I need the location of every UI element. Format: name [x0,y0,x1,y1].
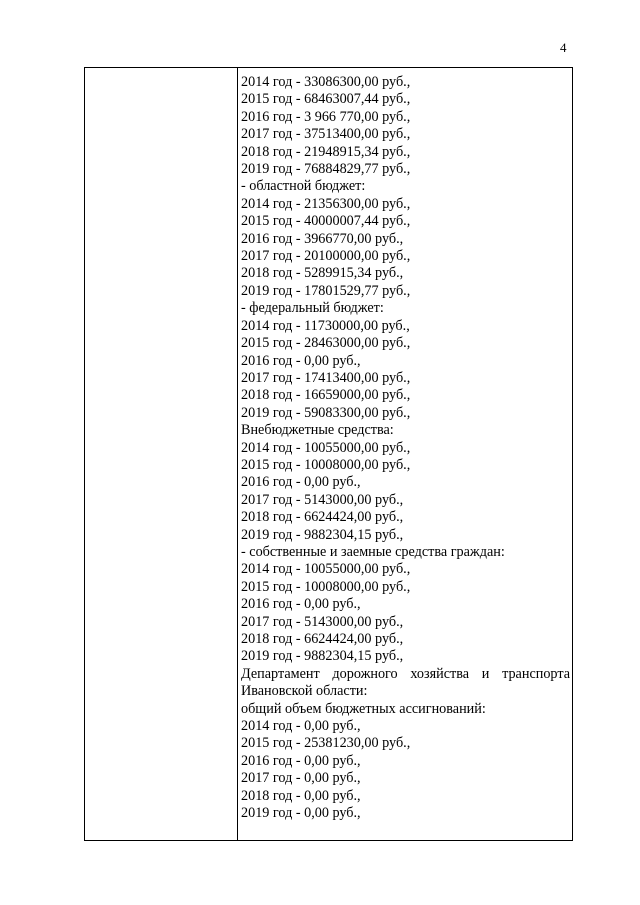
text-line: 2014 год - 33086300,00 руб., [241,74,411,90]
text-line: Ивановской области: [241,683,368,700]
text-line: 2015 год - 68463007,44 руб., [241,91,411,108]
text-line: 2017 год - 0,00 руб., [241,770,361,787]
text-line: 2015 год - 40000007,44 руб., [241,213,411,230]
page-number: 4 [560,40,567,55]
text-line: 2019 год - 17801529,77 руб., [241,282,411,299]
text-line: - областной бюджет: [241,178,366,195]
text-line: Внебюджетные средства: [241,422,394,439]
column-divider [237,68,238,840]
text-line: 2014 год - 0,00 руб., [241,718,361,735]
text-line: 2016 год - 0,00 руб., [241,596,361,613]
text-line: 2018 год - 6624424,00 руб., [241,631,404,647]
text-line: 2017 год - 17413400,00 руб., [241,369,411,386]
text-line: 2016 год - 0,00 руб., [241,474,361,491]
funding-cell [241,74,570,822]
text-line: общий объем бюджетных ассигнований: [241,700,486,717]
text-line: Департамент дорожного хозяйства и транспорта [241,665,570,682]
text-line: 2018 год - 21948915,34 руб., [241,143,411,160]
text-line: 2017 год - 5143000,00 руб., [241,491,404,508]
text-line: 2019 год - 59083300,00 руб., [241,404,411,421]
text-line: 2017 год - 5143000,00 руб., [241,613,404,630]
text-line: 2017 год - 37513400,00 руб., [241,126,411,143]
text-line: 2014 год - 10055000,00 руб., [241,439,411,456]
text-line: 2016 год - 0,00 руб., [241,752,361,769]
text-line: 2018 год - 16659000,00 руб., [241,387,411,404]
text-line: 2015 год - 25381230,00 руб., [241,735,411,752]
text-line: 2018 год - 6624424,00 руб., [241,509,404,526]
text-line: 2017 год - 20100000,00 руб., [241,248,411,265]
text-line: 2019 год - 9882304,15 руб., [241,648,404,665]
text-line: 2015 год - 10008000,00 руб., [241,456,411,473]
text-line: 2019 год - 76884829,77 руб., [241,161,411,178]
text-line: 2018 год - 5289915,34 руб., [241,265,404,282]
text-line: 2014 год - 10055000,00 руб., [241,561,411,578]
text-line: 2014 год - 21356300,00 руб., [241,195,411,212]
funding-table [84,67,573,841]
text-line: 2018 год - 0,00 руб., [241,787,361,804]
text-line: 2016 год - 3 966 770,00 руб., [241,108,411,125]
text-line: 2014 год - 11730000,00 руб., [241,317,410,334]
text-line: - собственные и заемные средства граждан: [241,543,505,560]
text-line: - федеральный бюджет: [241,300,384,317]
text-line: 2019 год - 9882304,15 руб., [241,526,404,543]
text-line: 2016 год - 0,00 руб., [241,352,361,369]
text-line: 2015 год - 10008000,00 руб., [241,578,411,595]
text-line: 2016 год - 3966770,00 руб., [241,230,404,247]
text-line: 2015 год - 28463000,00 руб., [241,335,411,352]
text-line: 2019 год - 0,00 руб., [241,805,361,822]
